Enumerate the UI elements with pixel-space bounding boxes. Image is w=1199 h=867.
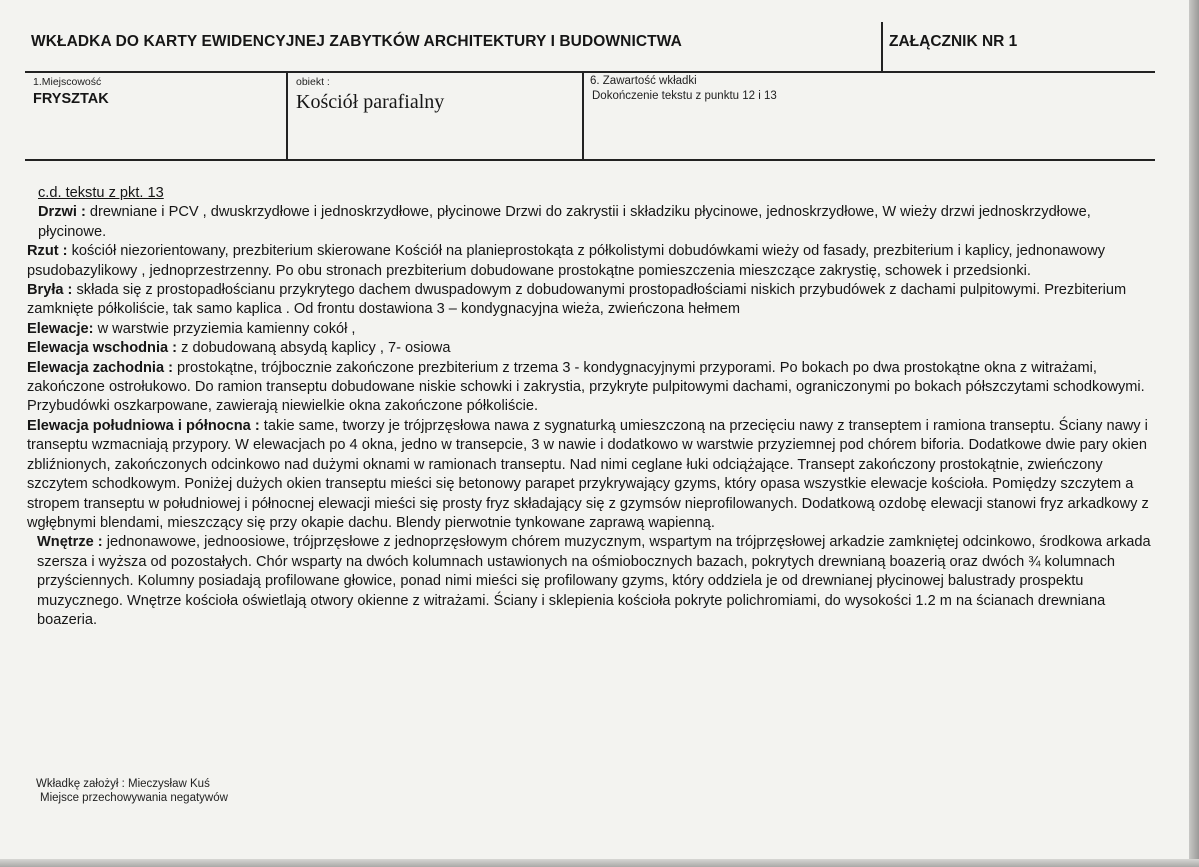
section-label: Drzwi : [38,204,86,221]
section-text: kościół niezorientowany, prezbiterium skierowane Kościół na planieprostokąta z półkolistymi dobudówkami wieży od fasady, prezbiterium i kaplicy, jednonawowy psudobazylikowy , jednoprzestrzenny. Po obu stronach prezbiterium dobudowane prostokątne pomieszczenia mieszczące zakrystię, schowek i przedsionki. [27,243,1105,279]
section-text: w warstwie przyziemia kamienny cokół , [93,320,356,337]
section-interior [27,533,1155,630]
section-text: drewniane i PCV , dwuskrzydłowe i jednoskrzydłowe, płycinowe Drzwi do zakrystii i składziku płycinowe, jednoskrzydłowe, W wieży drzwi jednoskrzydłowe, płycinowe. [38,204,1091,240]
field-divider-1 [286,71,288,160]
locality-value: FRYSZTAK [33,91,109,107]
section-east-elevation [27,339,1155,358]
section-text: jednonawowe, jednoosiowe, trójprzęsłowe z jednoprzęsłowym chórem muzycznym, wspartym na trójprzęsłowej arkadzie zamkniętej odcinkowo, środkowa arkada szersza i wyższa od pozostałych. Chór wsparty na dwóch kolumnach ustawionych na ośmiobocznych bazach, pokrytych drewnianą boazerią oraz dwóch ¾ kolumnach przyściennych. Kolumny posiadają profilowane głowice, ponad nimi mieści się profilowany gzyms, który oddziela je od drewnianej płycinowej balustrady prospektu muzycznego. Wnętrze kościoła oświetlają otwory okienne z witrażami. Ściany i sklepienia kościoła pokryte polichromiami, do wysokości 1.2 m na ścianach drewniana boazeria. [37,534,1151,628]
section-text: z dobudowaną absydą kaplicy , 7- osiowa [177,340,451,357]
section-text: składa się z prostopadłościanu przykrytego dachem dwuspadowym z dobudowanymi prostopadłościami niskich przybudówek z dachami pulpitowymi. Prezbiterium zamknięte półkoliście, tak samo kaplica . Od frontu dostawiona 3 – kondygnacyjna wieża, zwieńczona hełmem [27,282,1127,318]
field-divider-2 [582,71,584,160]
section-elevations [27,320,1155,339]
section-label: Rzut : [27,243,68,260]
negatives-line: Miejsce przechowywania negatywów [40,792,228,804]
section-doors [27,203,1155,242]
scan-edge-right [1189,0,1199,867]
section-label: Elewacje: [27,320,94,337]
object-label: obiekt : [296,76,330,88]
fields-rule [25,159,1155,161]
object-value: Kościół parafialny [296,91,445,113]
header-divider [881,22,883,71]
section-label: Elewacja wschodnia : [27,340,178,357]
content-label: 6. Zawartość wkładki [590,75,697,87]
section-label: Bryła : [27,282,73,299]
continuation-heading: c.d. tekstu z pkt. 13 [38,185,164,201]
header-rule [25,71,1155,73]
section-west-elevation [27,359,1155,417]
footer [36,777,228,805]
annex-label: ZAŁĄCZNIK NR 1 [889,33,1018,50]
section-massing [27,281,1155,320]
section-label: Elewacja południowa i północna : [27,417,260,434]
section-text: prostokątne, trójbocznie zakończone prezbiterium z trzema 3 - kondygnacyjnymi przyporami. Po bokach po dwa prostokątne okna z witrażami, zakończone ostrołukowo. Do ramion transeptu dobudowane niskie schowki i zakrystia, przykryte pulpitowymi dachami, ograniczonymi po bokach półszczytami schodkowymi. Przybudówki oszkarpowane, zawierają niewielkie okna zakończone półkoliście. [27,359,1145,415]
content-value: Dokończenie tekstu z punktu 12 i 13 [592,90,777,102]
section-label: Wnętrze : [37,534,103,551]
section-text: takie same, tworzy je trójprzęsłowa nawa z sygnaturką umieszczoną na przecięciu nawy z transeptem i ramiona transeptu. Ściany nawy i transeptu wzmacniają przypory. W elewacjach po 4 okna, jedno w transepcie, 3 w nawie i dodatkowo w warstwie przyziemnej pod chórem biforia. Dodatkowe dwie pary okien zbliźnionych, zakończonych odcinkowo nad dużymi oknami w ramionach transeptu. Nad nimi ceglane łuki odciążające. Transept zakończony prostokątnie, zwieńczony szczytem schodkowym. Poniżej dużych okien transeptu mieści się betonowy parapet przykrywający gzyms, który opasa wszystkie elewacje kościoła. Pomiędzy szczytem a stropem transeptu w południowej i północnej elewacji mieści się prosty fryz składający się z gzymsów nieprofilowanych. Dodatkową ozdobę elewacji stanowi fryz arkadkowy z wgłębnymi blendami, mieszczący się przy okapie dachu. Blendy pierwotnie tynkowane zaprawą wapienną. [27,417,1149,531]
description-text [27,184,1155,630]
section-plan [27,242,1155,281]
section-label: Elewacja zachodnia : [27,359,173,376]
scan-edge-bottom [0,859,1199,867]
author-line: Wkładkę założył : Mieczysław Kuś [36,778,210,790]
locality-label: 1.Miejscowość [33,76,102,88]
section-south-north-elevation [27,417,1155,533]
card-title: WKŁADKA DO KARTY EWIDENCYJNEJ ZABYTKÓW ARCHITEKTURY I BUDOWNICTWA [31,33,682,50]
